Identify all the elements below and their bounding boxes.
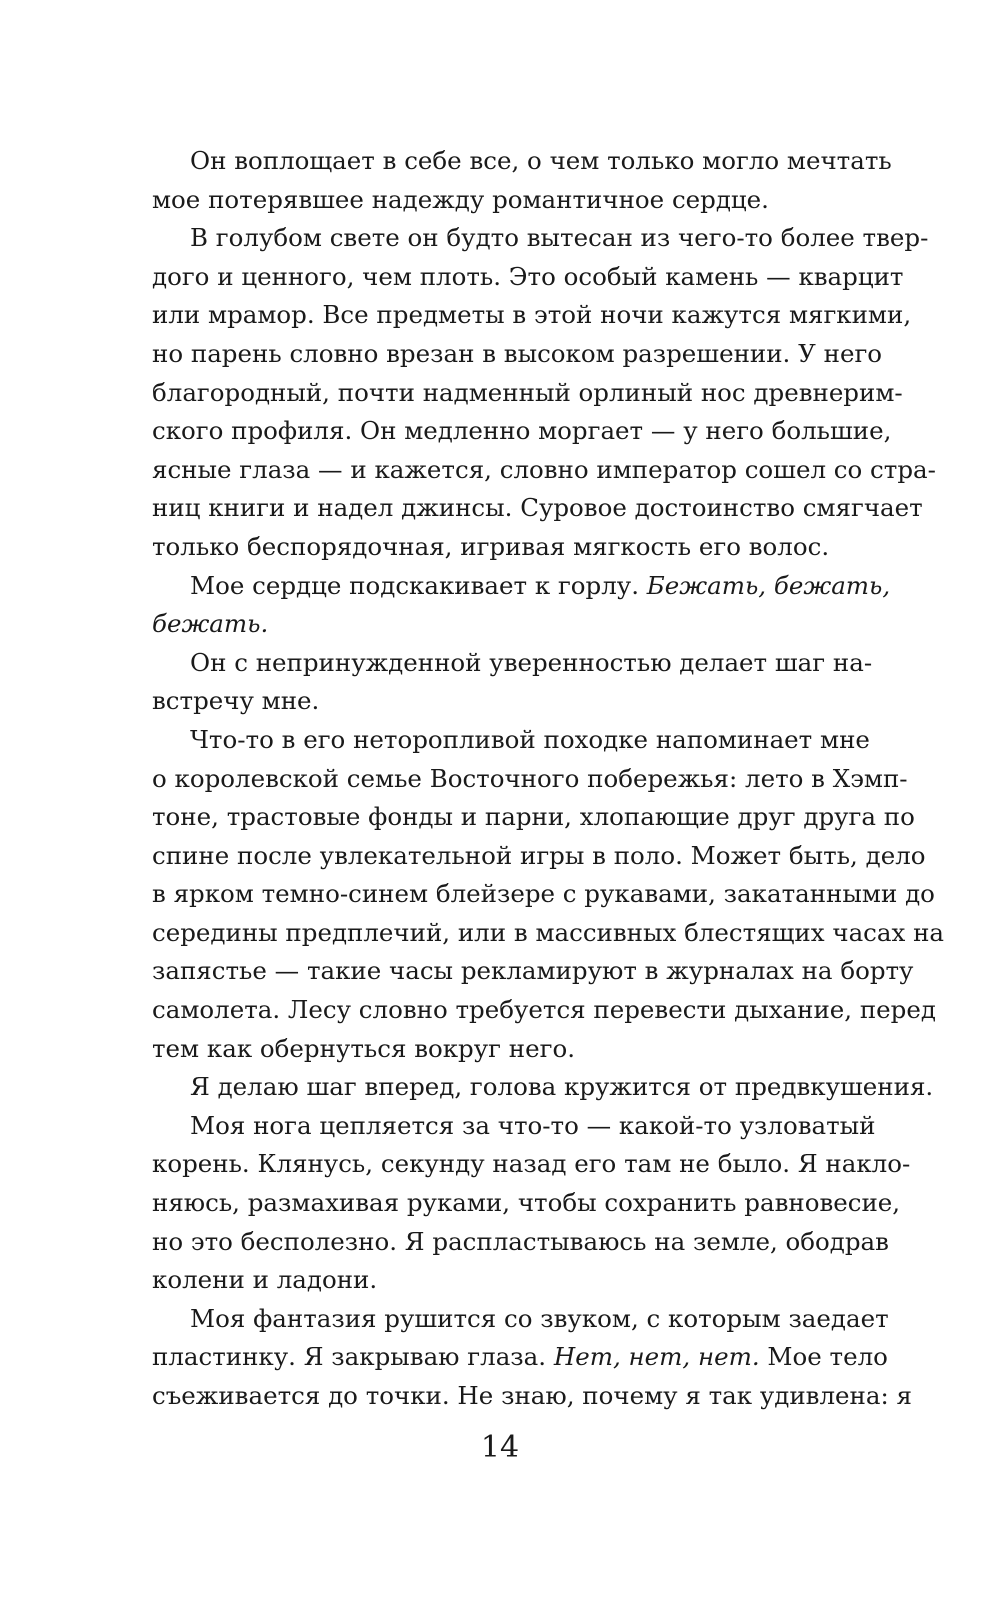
text-line: середины предплечий, или в массивных блестящих часах на xyxy=(152,917,945,947)
text-line: самолета. Лесу словно требуется перевести дыхание, перед xyxy=(152,995,936,1025)
text-line: съеживается до точки. Не знаю, почему я так удивлена: я xyxy=(152,1381,912,1410)
text-line xyxy=(152,1338,888,1377)
text-line: корень. Клянусь, секунду назад его там не было. Я накло- xyxy=(152,1149,911,1179)
text-line: в ярком темно-синем блейзере с рукавами, закатанными до xyxy=(152,879,935,909)
text-line: Моя фантазия рушится со звуком, с которым заедает xyxy=(190,1303,889,1333)
text-line: бежать. xyxy=(152,609,269,639)
text-line: только беспорядочная, игривая мягкость его волос. xyxy=(152,531,830,561)
text-line-plain: Мое сердце подскакивает к горлу. xyxy=(190,570,647,600)
text-line: колени и ладони. xyxy=(152,1265,378,1295)
text-line: Он воплощает в себе все, о чем только могло мечтать xyxy=(190,146,892,175)
text-line: тоне, трастовые фонды и парни, хлопающие друг друга по xyxy=(152,802,915,832)
text-line: но это бесполезно. Я распластываюсь на земле, ободрав xyxy=(152,1226,889,1256)
text-line: Моя нога цепляется за что-то — какой-то узловатый xyxy=(190,1110,876,1140)
text-line: о королевской семье Восточного побережья: лето в Хэмп- xyxy=(152,763,908,793)
text-line: Он с непринужденной уверенностью делает шаг на- xyxy=(190,647,873,677)
text-line: спине после увлекательной игры в поло. Может быть, дело xyxy=(152,840,926,870)
body-text xyxy=(152,142,945,1416)
text-line: ниц книги и надел джинсы. Суровое достоинство смягчает xyxy=(152,493,923,523)
page-number: 14 xyxy=(480,1430,520,1465)
text-line-plain: пластинку. Я закрываю глаза. xyxy=(152,1342,554,1372)
text-line: благородный, почти надменный орлиный нос древнерим- xyxy=(152,377,903,407)
text-line: но парень словно врезан в высоком разрешении. У него xyxy=(152,338,883,368)
text-line: мое потерявшее надежду романтичное сердце. xyxy=(152,184,769,214)
text-line: запястье — такие часы рекламируют в журналах на борту xyxy=(152,956,914,986)
text-line: ясные глаза — и кажется, словно император сошел со стра- xyxy=(152,454,936,484)
text-line: тем как обернуться вокруг него. xyxy=(152,1033,575,1063)
text-line: или мрамор. Все предметы в этой ночи кажутся мягкими, xyxy=(152,300,912,330)
italic-phrase: Бежать, бежать, xyxy=(646,570,891,600)
text-line: няюсь, размахивая руками, чтобы сохранить равновесие, xyxy=(152,1188,901,1218)
text-line: Я делаю шаг вперед, голова кружится от предвкушения. xyxy=(190,1072,934,1102)
text-line: ского профиля. Он медленно моргает — у него большие, xyxy=(152,416,892,446)
italic-phrase: Нет, нет, нет. xyxy=(553,1342,760,1372)
text-line-plain: Мое тело xyxy=(759,1342,888,1372)
text-line: встречу мне. xyxy=(152,686,320,716)
text-line: Что-то в его неторопливой походке напоминает мне xyxy=(190,724,870,754)
text-line: В голубом свете он будто вытесан из чего-то более твер- xyxy=(190,223,929,253)
text-line xyxy=(152,567,891,606)
text-line: дого и ценного, чем плоть. Это особый камень — кварцит xyxy=(152,261,904,291)
